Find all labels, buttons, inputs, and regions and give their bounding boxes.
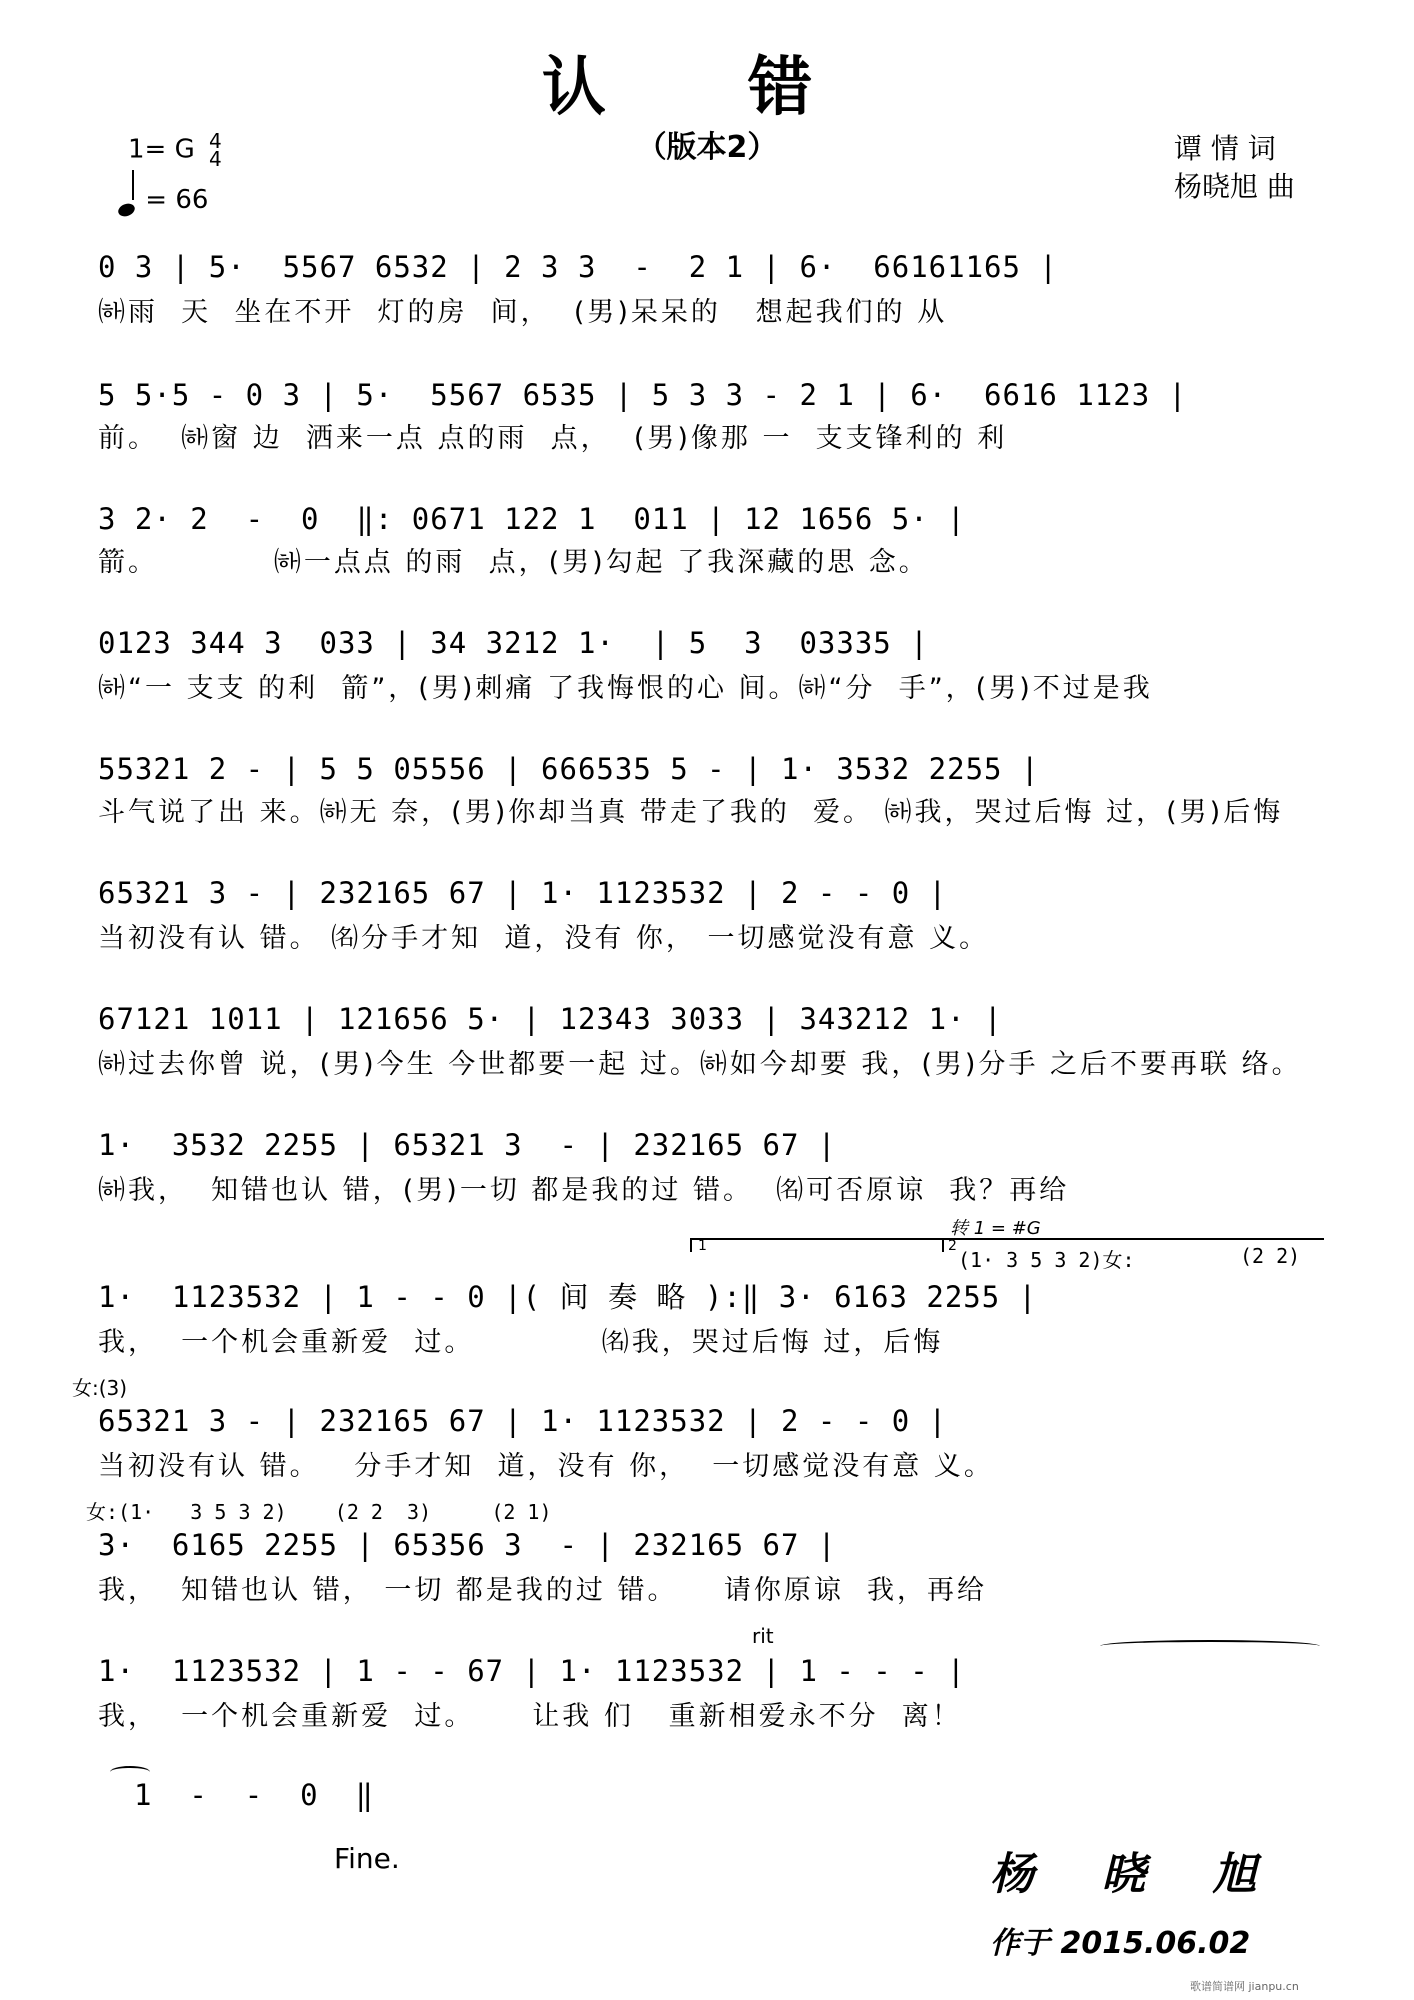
page-subtitle: （版本2）	[636, 130, 778, 165]
notation-line-11: 3· 6165 2255 | 65356 3 - | 232165 67 |	[98, 1528, 837, 1562]
notation-line-2: 5 5·5 - 0 3 | 5· 5567 6535 | 5 3 3 - 2 1 | 6· 6616 1123 |	[98, 378, 1188, 412]
notation-line-12: 1· 1123532 | 1 - - 67 | 1· 1123532 | 1 - - - |	[98, 1654, 966, 1688]
time-signature	[209, 129, 222, 171]
rit-marking: rit	[752, 1624, 774, 1648]
lyrics-line-8: ㈛我， 知错也认 错，(男)一切 都是我的过 错。 ㈴可否原谅 我？再给	[98, 1175, 1070, 1206]
volta-1-bracket	[690, 1238, 942, 1252]
quarter-note-stem	[132, 170, 134, 200]
fine-tie-arc	[110, 1766, 150, 1778]
watermark: 歌谱简谱网 jianpu.cn	[1190, 1980, 1299, 1993]
notation-line-8: 1· 3532 2255 | 65321 3 - | 232165 67 |	[98, 1128, 837, 1162]
notation-line-3: 3 2· 2 - 0 ‖: 0671 122 1 011 | 12 1656 5· |	[98, 502, 966, 536]
signature-name: 杨 晓 旭	[990, 1849, 1283, 1900]
final-tie-arc	[1100, 1640, 1320, 1652]
lyrics-line-7: ㈛过去你曾 说，(男)今生 今世都要一起 过。㈛如今却要 我，(男)分手 之后不要再联 络。	[98, 1049, 1302, 1080]
harmony-row-11: 女:(1· 3 5 3 2) (2 2 3) (2 1)	[86, 1500, 552, 1524]
lyrics-line-5: 斗气说了出 来。㈛无 奈，(男)你却当真 带走了我的 爱。 ㈛我，哭过后悔 过，(男)后悔	[98, 797, 1284, 828]
notation-line-4: 0123 344 3 033 | 34 3212 1· | 5 3 03335 |	[98, 626, 929, 660]
volta-2-label: 2	[948, 1238, 957, 1254]
lyrics-line-10: 当初没有认 错。 分手才知 道，没有 你， 一切感觉没有意 义。	[98, 1451, 994, 1482]
harmony-part-b: (2 2)	[1240, 1244, 1301, 1268]
notation-line-1: 0 3 | 5· 5567 6532 | 2 3 3 - 2 1 | 6· 66161165 |	[98, 250, 1058, 284]
lyrics-line-11: 我， 知错也认 错， 一切 都是我的过 错。 请你原谅 我，再给	[98, 1575, 987, 1606]
notation-line-10: 65321 3 - | 232165 67 | 1· 1123532 | 2 - - 0 |	[98, 1404, 948, 1438]
quarter-note-icon	[116, 201, 136, 218]
notation-line-6: 65321 3 - | 232165 67 | 1· 1123532 | 2 - - 0 |	[98, 876, 948, 910]
lyrics-line-1: ㈛雨 天 坐在不开 灯的房 间， (男)呆呆的 想起我们的 从	[98, 297, 948, 328]
lyrics-line-6: 当初没有认 错。 ㈴分手才知 道，没有 你， 一切感觉没有意 义。	[98, 923, 990, 954]
lyrics-line-2: 前。 ㈛窗 边 洒来一点 点的雨 点， (男)像那 一 支支锋利的 利	[98, 423, 1008, 454]
volta-1-label: 1	[698, 1238, 707, 1254]
fine-label: Fine.	[334, 1842, 400, 1875]
credits	[1174, 130, 1295, 206]
notation-line-5: 55321 2 - | 5 5 05556 | 666535 5 - | 1· 3532 2255 |	[98, 752, 1040, 786]
lyrics-line-12: 我， 一个机会重新爱 过。 让我 们 重新相爱永不分 离！	[98, 1701, 962, 1732]
time-sig-top: 4	[209, 129, 222, 153]
page-title: 认 错	[541, 51, 873, 125]
key-label: 1= G	[128, 134, 195, 165]
harmony-part-a: (1· 3 5 3 2)女:	[958, 1248, 1135, 1272]
harmony-left: 女:(3)	[72, 1376, 128, 1400]
tempo-value: = 66	[145, 185, 209, 215]
signature-date: 作于 2015.06.02	[990, 1926, 1251, 1961]
key-signature	[128, 129, 222, 171]
lyrics-line-4: ㈛“一 支支 的利 箭”，(男)刺痛 了我悔恨的心 间。㈛“分 手”，(男)不过是我	[98, 673, 1153, 704]
modulation-marking: 转 1 = #G	[950, 1218, 1041, 1239]
lyrics-line-3: 箭。 ㈛一点点 的雨 点，(男)勾起 了我深藏的思 念。	[98, 547, 929, 578]
tempo-marking	[118, 178, 208, 215]
time-sig-bottom: 4	[209, 147, 222, 171]
notation-line-9: 1· 1123532 | 1 - - 0 |( 间 奏 略 ):‖ 3· 6163 2255 |	[98, 1280, 1038, 1314]
composer: 杨晓旭 曲	[1174, 170, 1295, 203]
notation-line-13: 1 - - 0 ‖	[134, 1778, 374, 1812]
lyricist: 谭 情 词	[1174, 132, 1276, 165]
notation-line-7: 67121 1011 | 121656 5· | 12343 3033 | 343212 1· |	[98, 1002, 1003, 1036]
lyrics-line-9: 我， 一个机会重新爱 过。 ㈴我，哭过后悔 过，后悔	[98, 1327, 944, 1358]
